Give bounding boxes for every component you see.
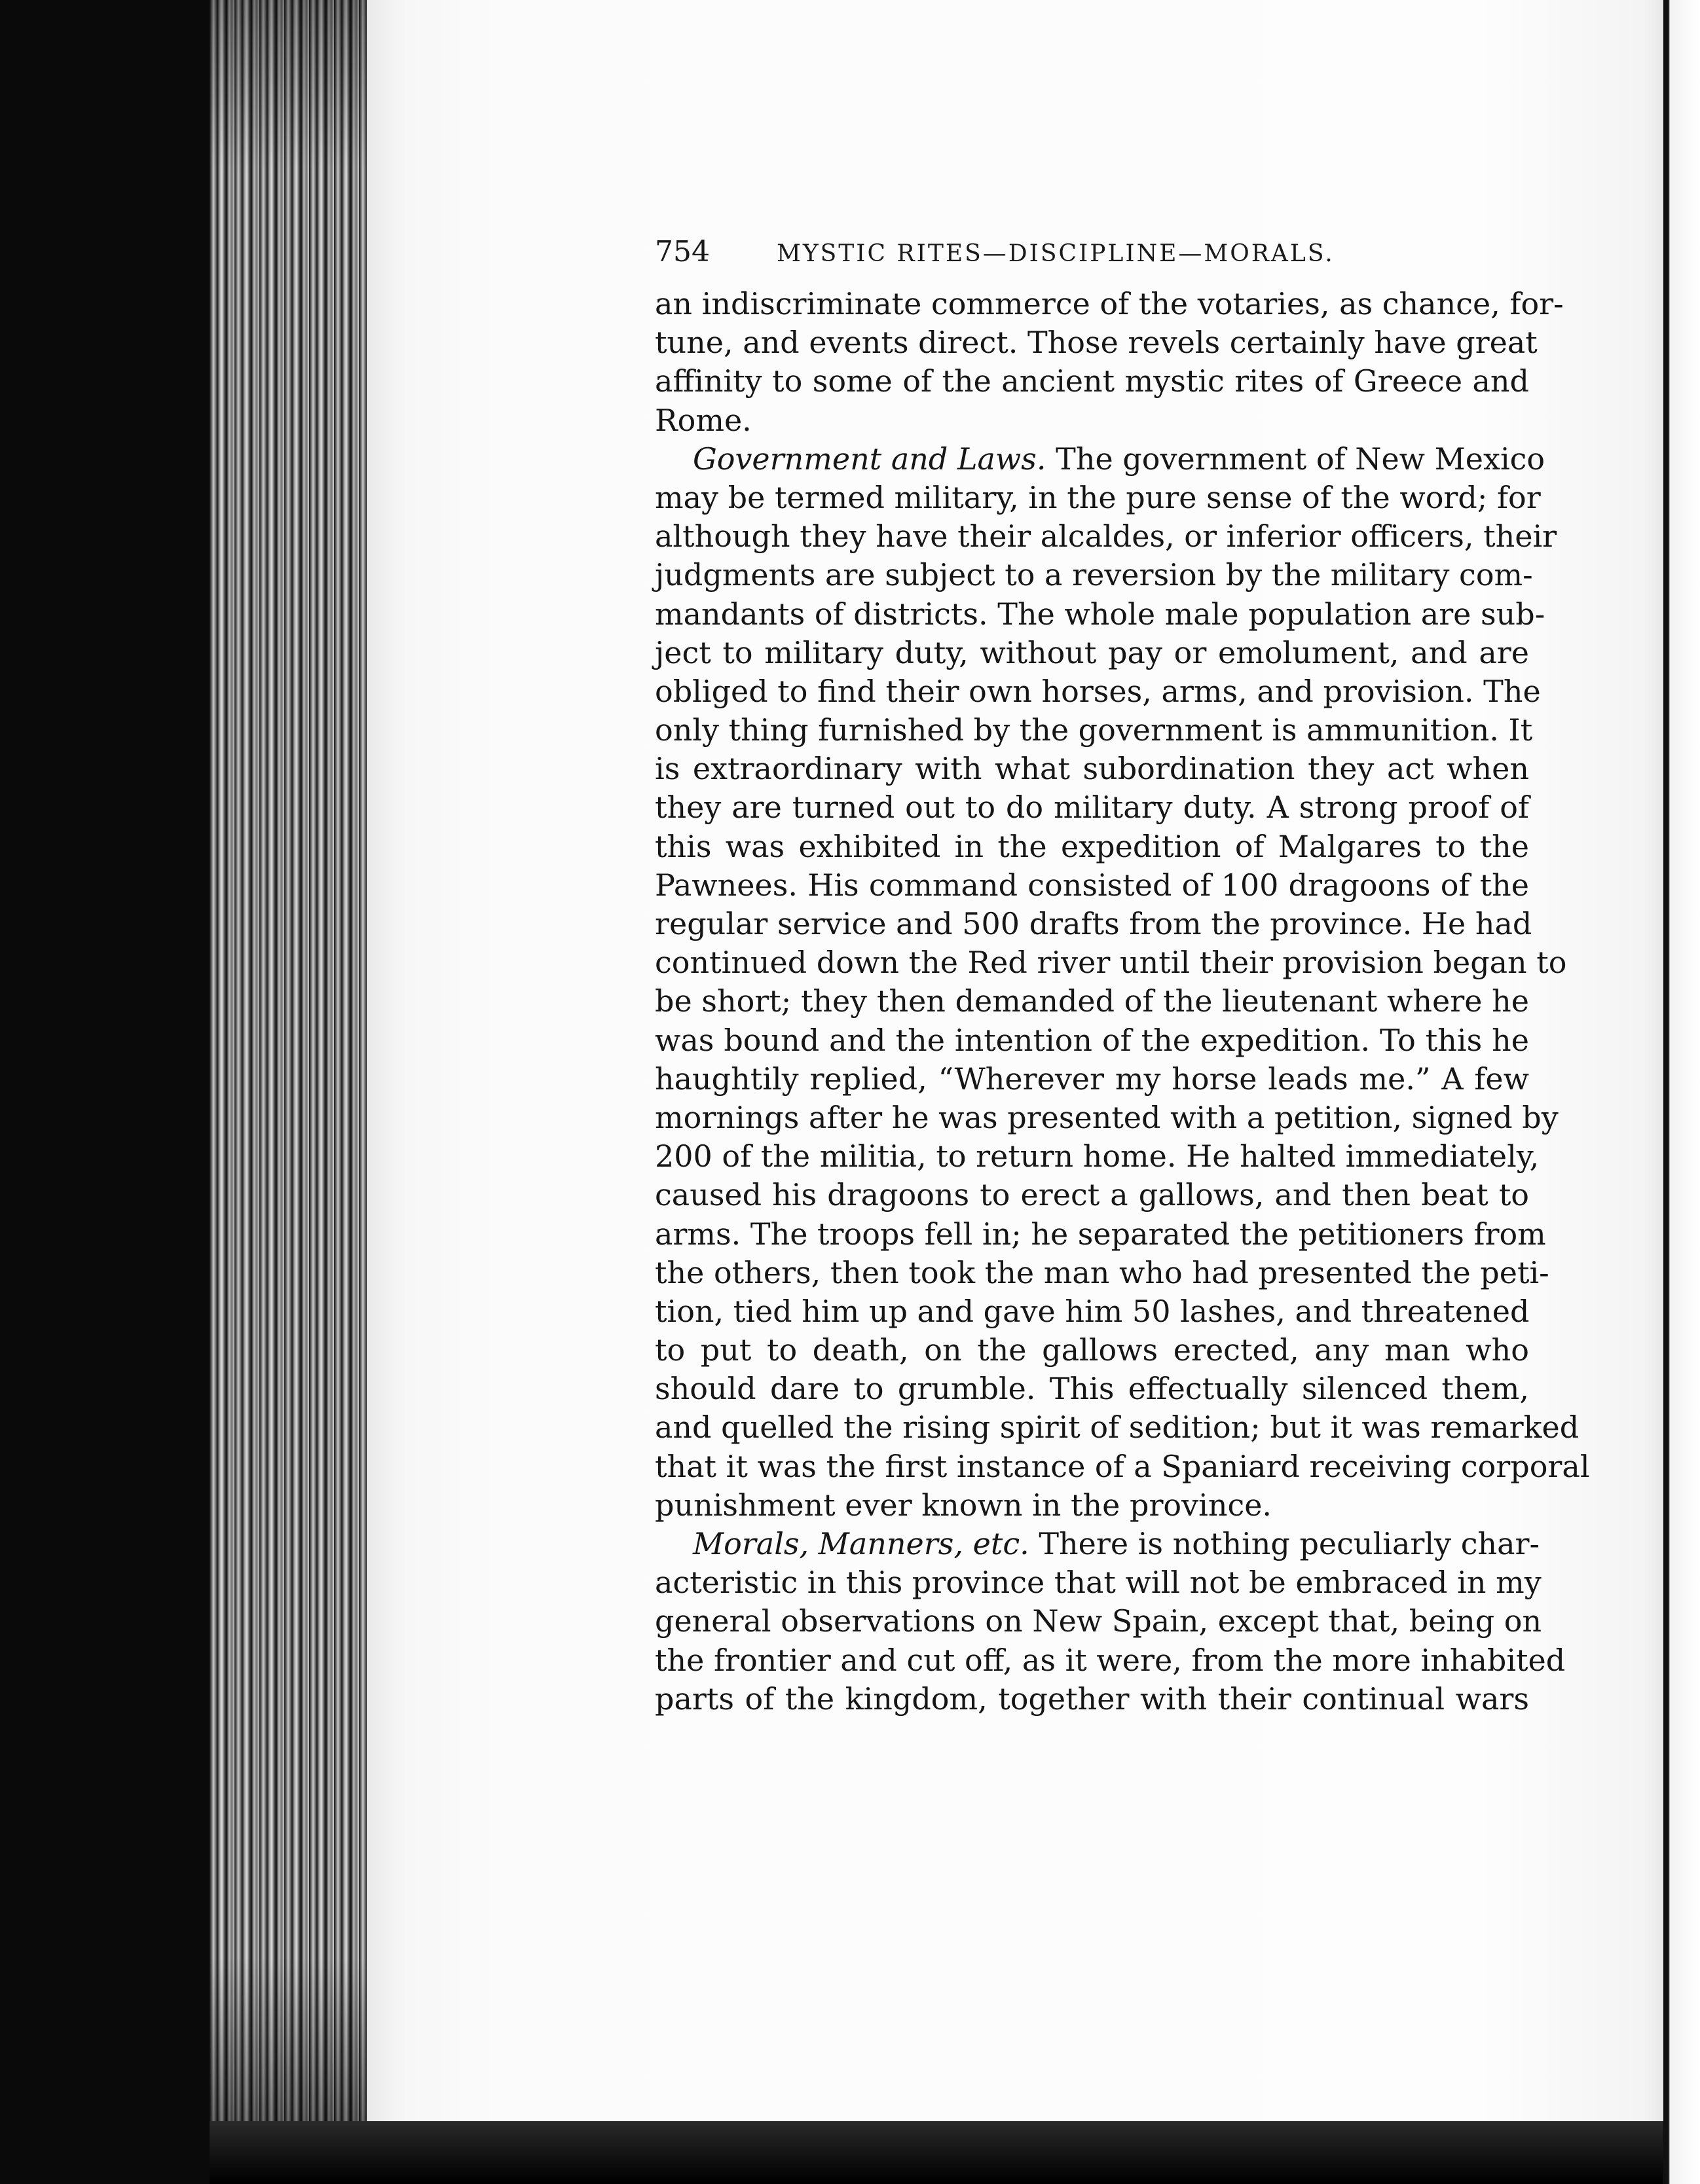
text-line: judgments are subject to a reversion by the military com- (655, 557, 1533, 593)
text-line-rest: There is nothing peculiarly char- (1029, 1526, 1540, 1561)
text-line: tune, and events direct. Those revels certainly have great (655, 325, 1538, 361)
text-line: should dare to grumble. This effectually silenced them, (655, 1371, 1529, 1407)
text-line: 200 of the militia, to return home. He halted immediately, (655, 1138, 1540, 1174)
page-number: 754 (655, 235, 710, 268)
text-line: affinity to some of the ancient mystic rites of Greece and (655, 363, 1529, 399)
text-line: only thing furnished by the government is ammunition. It (655, 712, 1533, 748)
text-line: the frontier and cut off, as it were, from the more inhabited (655, 1642, 1566, 1678)
paragraph-government-and-laws (655, 440, 1590, 1525)
text-line: was bound and the intention of the expedition. To this he (655, 1022, 1529, 1058)
text-line: caused his dragoons to erect a gallows, and then beat to (655, 1177, 1529, 1213)
text-line: continued down the Red river until their provision began to (655, 945, 1567, 981)
page-bottom-shadow (210, 2121, 1663, 2184)
running-head-title: MYSTIC RITES—DISCIPLINE—MORALS. (777, 240, 1335, 267)
page-text (655, 232, 1590, 1719)
text-line: acteristic in this province that will not be embraced in my (655, 1565, 1542, 1601)
text-line-with-lead (655, 1525, 1540, 1563)
text-line: that it was the first instance of a Spaniard receiving corporal (655, 1448, 1590, 1484)
text-line: regular service and 500 drafts from the province. He had (655, 906, 1532, 941)
text-line: to put to death, on the gallows erected, any man who (655, 1332, 1529, 1368)
text-line: this was exhibited in the expedition of Malgares to the (655, 828, 1529, 864)
paragraph-1 (655, 285, 1564, 440)
facing-page-edge (1663, 0, 1700, 2184)
text-line: Rome. (655, 402, 752, 438)
text-line: be short; they then demanded of the lieutenant where he (655, 983, 1529, 1019)
paragraph-morals-manners (655, 1525, 1566, 1719)
text-line: tion, tied him up and gave him 50 lashes, and threatened (655, 1293, 1530, 1329)
text-line-rest: The government of New Mexico (1046, 441, 1545, 477)
text-line: the others, then took the man who had presented the peti- (655, 1254, 1549, 1290)
text-line: and quelled the rising spirit of sedition; but it was remarked (655, 1410, 1580, 1446)
running-head (655, 232, 1529, 285)
text-line: Pawnees. His command consisted of 100 dragoons of the (655, 867, 1529, 903)
text-line: obliged to find their own horses, arms, and provision. The (655, 673, 1541, 709)
text-line: may be termed military, in the pure sense of the word; for (655, 479, 1541, 515)
text-line-with-lead (655, 440, 1545, 479)
text-line: an indiscriminate commerce of the votaries, as chance, for- (655, 286, 1564, 321)
page-block-edges (210, 0, 373, 2128)
text-line: mandants of districts. The whole male population are sub- (655, 596, 1545, 632)
text-line: mornings after he was presented with a petition, signed by (655, 1099, 1559, 1135)
paragraph-lead-heading: Morals, Manners, etc. (693, 1526, 1029, 1561)
text-line: punishment ever known in the province. (655, 1487, 1272, 1523)
text-line: although they have their alcaldes, or inferior officers, their (655, 519, 1557, 555)
text-line: arms. The troops fell in; he separated the petitioners from (655, 1216, 1546, 1252)
text-line: haughtily replied, “Wherever my horse leads me.” A few (655, 1061, 1529, 1097)
book-spine-gutter (0, 0, 210, 2184)
text-line: general observations on New Spain, except that, being on (655, 1603, 1542, 1639)
text-line: parts of the kingdom, together with their continual wars (655, 1681, 1529, 1717)
text-line: they are turned out to do military duty. A strong proof of (655, 790, 1529, 826)
paragraph-lead-heading: Government and Laws. (693, 441, 1046, 477)
text-line: ject to military duty, without pay or emolument, and are (655, 634, 1529, 670)
text-line: is extraordinary with what subordination they act when (655, 751, 1529, 787)
